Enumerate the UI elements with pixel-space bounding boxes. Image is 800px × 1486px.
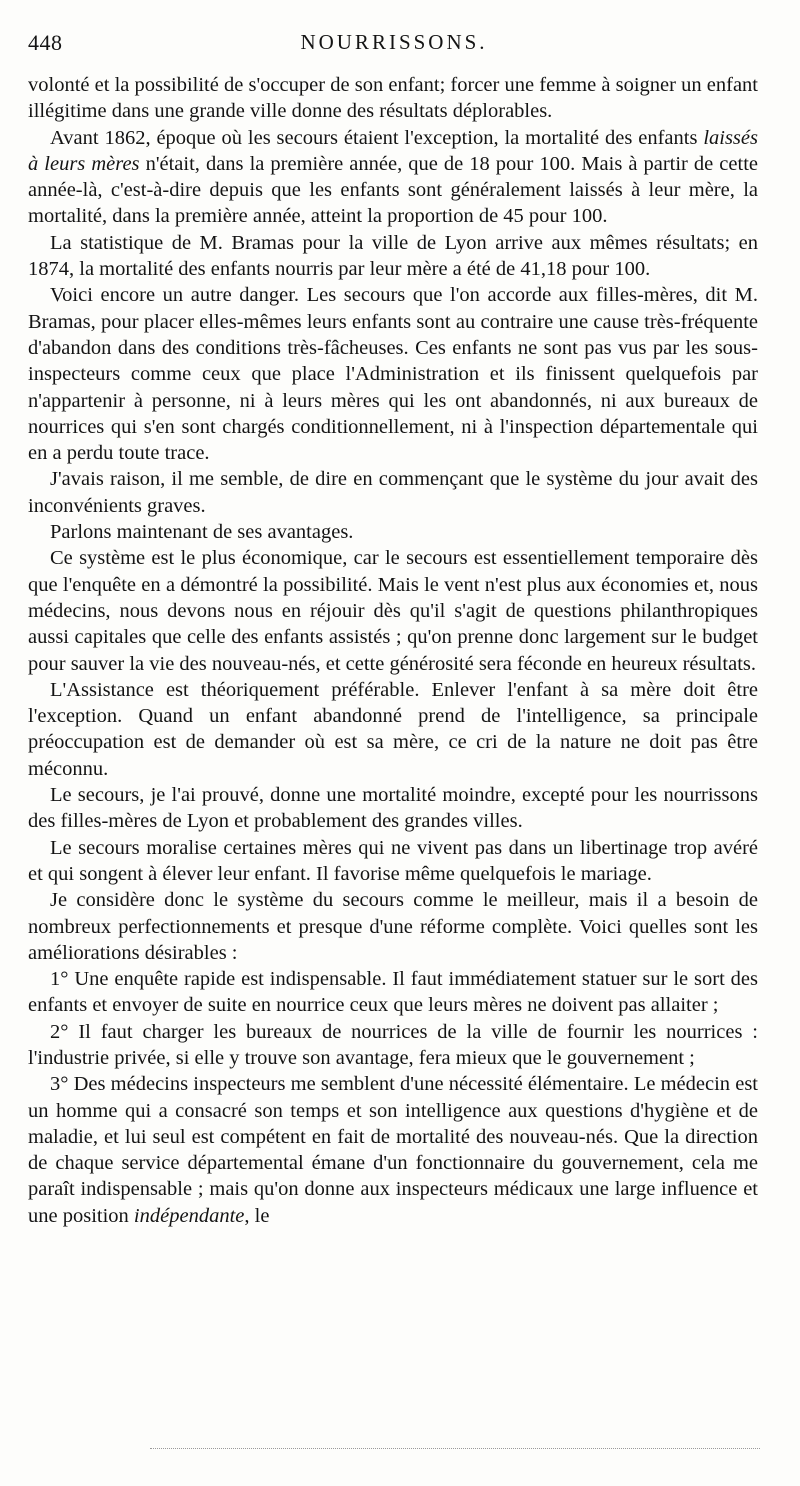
paragraph <box>28 1019 758 1072</box>
paragraph <box>28 125 758 230</box>
text-run: Parlons maintenant de ses avantages. <box>50 521 354 544</box>
paragraph <box>28 782 758 835</box>
italic-text: laissés à leurs mères <box>28 126 758 175</box>
text-run: J'avais raison, il me semble, de dire en commençant que le système du jour avait des inconvénients graves. <box>28 468 758 517</box>
text-run: , le <box>244 1204 270 1227</box>
page-number: 448 <box>28 30 63 55</box>
paragraph <box>28 230 758 283</box>
footer-dotted-rule <box>150 1448 760 1449</box>
paragraph <box>28 966 758 1019</box>
paragraph <box>28 1071 758 1229</box>
paragraph <box>28 466 758 519</box>
paragraph <box>28 835 758 888</box>
paragraph <box>28 545 758 676</box>
text-run: 2° Il faut charger les bureaux de nourrices de la ville de fournir les nourrices : l'industrie privée, si elle y trouve son avantage, fera mieux que le gouvernement ; <box>28 1020 758 1069</box>
text-run: Ce système est le plus économique, car le secours est essentiellement temporaire dès que l'enquête en a démontré la possibilité. Mais le vent n'est plus aux économies et, nous médecins, nous devons nous en réjouir dès qu'il s'agit de questions philanthropiques aussi capitales que celle des enfants assistés ; qu'on prenne donc largement sur le budget pour sauver la vie des nouveau-nés, et cette générosité sera féconde en heureux résultats. <box>28 547 758 675</box>
running-title: NOURRISSONS. <box>300 30 488 54</box>
text-run: Le secours moralise certaines mères qui ne vivent pas dans un libertinage trop avéré et qui songent à élever leur enfant. Il favorise même quelquefois le mariage. <box>28 836 758 885</box>
body-text <box>28 72 758 1229</box>
paragraph <box>28 887 758 966</box>
text-run: Voici encore un autre danger. Les secours que l'on accorde aux filles-mères, dit M. Bramas, pour placer elles-mêmes leurs enfants sont au contraire une cause très-fréquente d'abandon dans des conditions très-fâcheuses. Ces enfants ne sont pas vus par les sous-inspecteurs comme ceux que place l'Administration et ils finissent quelquefois par n'appartenir à personne, ni à leurs mères qui les ont abandonnés, ni aux bureaux de nourrices qui s'en sont chargés conditionnellement, ni à l'inspection départementale qui en a perdu toute trace. <box>28 284 758 465</box>
paragraph <box>28 282 758 466</box>
text-run: Je considère donc le système du secours comme le meilleur, mais il a besoin de nombreux perfectionnements et presque d'une réforme complète. Voici quelles sont les améliorations désirables : <box>28 889 758 964</box>
text-run: L'Assistance est théoriquement préférable. Enlever l'enfant à sa mère doit être l'exception. Quand un enfant abandonné prend de l'intelligence, sa principale préoccupation est de demander où est sa mère, ce cri de la nature ne doit pas être méconnu. <box>28 678 758 780</box>
text-run: 3° Des médecins inspecteurs me semblent d'une nécessité élémentaire. Le médecin est un homme qui a consacré son temps et son intelligence aux questions d'hygiène et de maladie, et lui seul est compétent en fait de mortalité des nouveau-nés. Que la direction de chaque service départemental émane d'un fonctionnaire du gouvernement, cela me paraît indispensable ; mais qu'on donne aux inspecteurs médicaux une large influence et une position <box>28 1073 758 1227</box>
paragraph <box>28 519 758 545</box>
paragraph <box>28 677 758 782</box>
paragraph <box>28 72 758 125</box>
text-run: Le secours, je l'ai prouvé, donne une mortalité moindre, excepté pour les nourrissons des filles-mères de Lyon et probablement des grandes villes. <box>28 784 758 833</box>
text-run: n'était, dans la première année, que de 18 pour 100. Mais à partir de cette année-là, c'est-à-dire depuis que les enfants sont généralement laissés à leur mère, la mortalité, dans la première année, atteint la proportion de 45 pour 100. <box>28 152 758 228</box>
italic-text: indépendante <box>133 1204 245 1227</box>
text-run: 1° Une enquête rapide est indispensable. Il faut immédiatement statuer sur le sort des enfants et envoyer de suite en nourrice ceux que leurs mères ne doivent pas allaiter ; <box>28 968 758 1017</box>
page-header <box>28 30 760 60</box>
text-run: volonté et la possibilité de s'occuper de son enfant; forcer une femme à soigner un enfant illégitime dans une grande ville donne des résultats déplorables. <box>28 74 758 123</box>
text-run: La statistique de M. Bramas pour la ville de Lyon arrive aux mêmes résultats; en 1874, la mortalité des enfants nourris par leur mère a été de 41,18 pour 100. <box>28 231 758 281</box>
text-run: Avant 1862, époque où les secours étaient l'exception, la mortalité des enfants <box>50 126 704 149</box>
